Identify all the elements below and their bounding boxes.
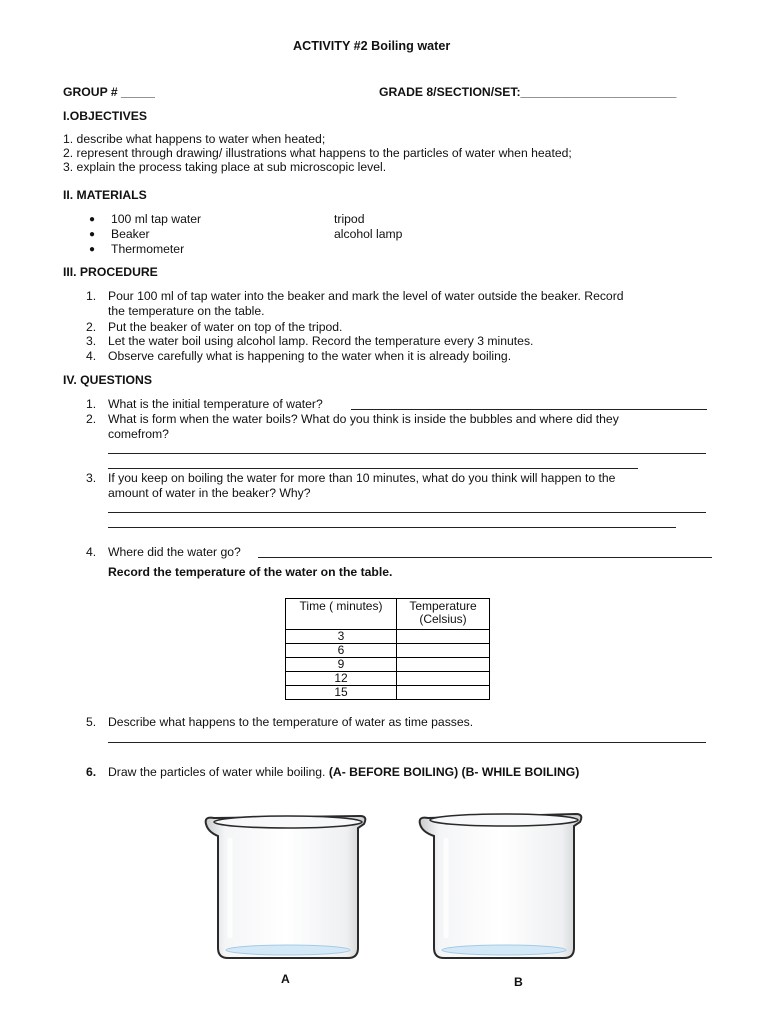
material-item: 100 ml tap water <box>111 212 202 226</box>
table-row <box>286 686 490 700</box>
bullet-icon: ● <box>89 229 96 240</box>
group-field-label: GROUP # _____ <box>63 85 155 99</box>
time-cell: 15 <box>286 686 397 700</box>
answer-line[interactable] <box>258 557 712 558</box>
question-number: 6. <box>86 765 97 779</box>
material-item: alcohol lamp <box>334 227 403 241</box>
question-text: amount of water in the beaker? Why? <box>108 486 311 500</box>
answer-line[interactable] <box>351 409 707 410</box>
time-cell: 6 <box>286 644 397 658</box>
procedure-step-text: the temperature on the table. <box>108 304 265 318</box>
beaker-b-icon[interactable] <box>414 810 586 960</box>
temperature-cell[interactable] <box>397 686 490 700</box>
procedure-number: 4. <box>86 349 97 363</box>
procedure-step-text: Observe carefully what is happening to the water when it is already boiling. <box>108 349 512 363</box>
question-text: Where did the water go? <box>108 545 241 559</box>
table-row <box>286 630 490 644</box>
materials-heading: II. MATERIALS <box>63 188 147 202</box>
temperature-table <box>285 598 490 700</box>
answer-line[interactable] <box>108 468 638 469</box>
answer-line[interactable] <box>108 527 676 528</box>
question-number: 1. <box>86 397 97 411</box>
record-instruction: Record the temperature of the water on the table. <box>108 565 393 579</box>
page-title: ACTIVITY #2 Boiling water <box>293 39 451 53</box>
question-text: What is form when the water boils? What do you think is inside the bubbles and where did they <box>108 412 619 426</box>
procedure-number: 1. <box>86 289 97 303</box>
questions-heading: IV. QUESTIONS <box>63 373 152 387</box>
temperature-cell[interactable] <box>397 658 490 672</box>
material-item: tripod <box>334 212 365 226</box>
procedure-number: 2. <box>86 320 97 334</box>
table-row <box>286 658 490 672</box>
temperature-cell[interactable] <box>397 672 490 686</box>
beaker-a-label: A <box>281 972 290 986</box>
question-text: If you keep on boiling the water for more than 10 minutes, what do you think will happen to the <box>108 471 616 485</box>
question-number: 5. <box>86 715 97 729</box>
table-row <box>286 672 490 686</box>
table-header-temperature-line: (Celsius) <box>419 612 467 626</box>
question-text-bold: (A- BEFORE BOILING) (B- WHILE BOILING) <box>328 765 580 779</box>
time-cell: 3 <box>286 630 397 644</box>
objectives-heading: I.OBJECTIVES <box>63 109 147 123</box>
beaker-a-icon[interactable] <box>200 812 370 962</box>
table-header-temperature <box>397 599 490 630</box>
question-number: 2. <box>86 412 97 426</box>
question-number: 3. <box>86 471 97 485</box>
procedure-number: 3. <box>86 334 97 348</box>
answer-line[interactable] <box>108 512 706 513</box>
question-number: 4. <box>86 545 97 559</box>
objective-item-1: 1. describe what happens to water when heated; <box>63 132 326 146</box>
procedure-step-text: Pour 100 ml of tap water into the beaker and mark the level of water outside the beaker. Record <box>108 289 624 303</box>
temperature-cell[interactable] <box>397 644 490 658</box>
procedure-step-text: Put the beaker of water on top of the tripod. <box>108 320 343 334</box>
answer-line[interactable] <box>108 453 706 454</box>
question-text: comefrom? <box>108 427 169 441</box>
bullet-icon: ● <box>89 244 96 255</box>
question-text: Describe what happens to the temperature of water as time passes. <box>108 715 474 729</box>
table-header-time: Time ( minutes) <box>286 599 397 630</box>
question-6-text <box>108 765 579 779</box>
objective-item-3: 3. explain the process taking place at sub microscopic level. <box>63 160 387 174</box>
objective-item-2: 2. represent through drawing/ illustrations what happens to the particles of water when heated; <box>63 146 572 160</box>
material-item: Thermometer <box>111 242 185 256</box>
time-cell: 12 <box>286 672 397 686</box>
procedure-step-text: Let the water boil using alcohol lamp. Record the temperature every 3 minutes. <box>108 334 534 348</box>
question-text: What is the initial temperature of water? <box>108 397 323 411</box>
bullet-icon: ● <box>89 214 96 225</box>
answer-line[interactable] <box>108 742 706 743</box>
temperature-cell[interactable] <box>397 630 490 644</box>
material-item: Beaker <box>111 227 150 241</box>
question-text: Draw the particles of water while boiling. <box>108 765 326 779</box>
beaker-b-label: B <box>514 975 523 989</box>
time-cell: 9 <box>286 658 397 672</box>
table-header-temperature-line: Temperature <box>409 599 477 613</box>
table-header-row <box>286 599 490 630</box>
grade-section-field-label: GRADE 8/SECTION/SET:_______________________ <box>379 85 677 99</box>
procedure-heading: III. PROCEDURE <box>63 265 158 279</box>
table-row <box>286 644 490 658</box>
